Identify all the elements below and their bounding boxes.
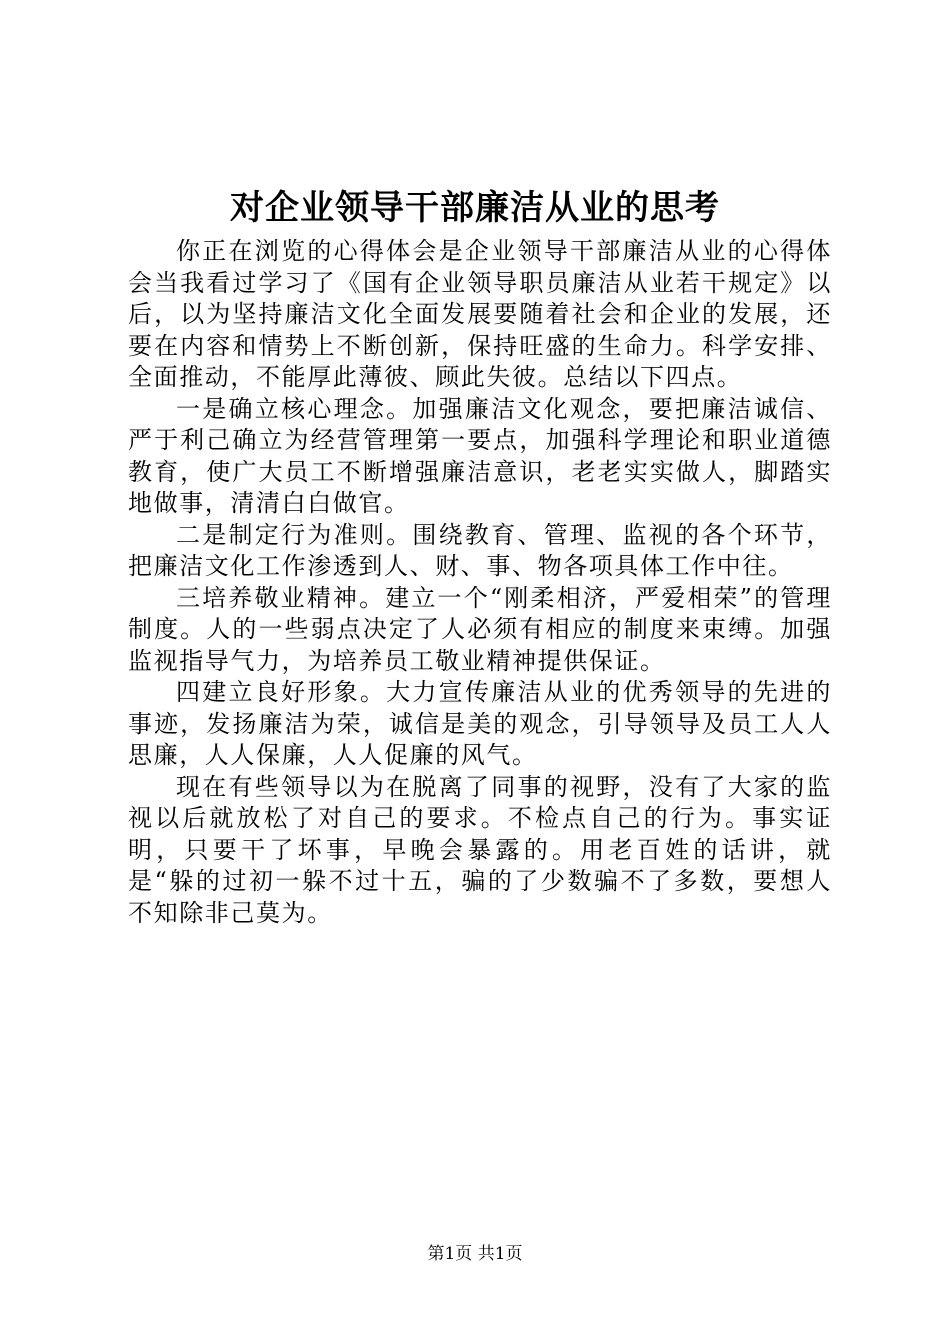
document-title: 对企业领导干部廉洁从业的思考 — [230, 188, 720, 228]
document-body — [128, 236, 832, 929]
page-number-footer: 第1页 共1页 — [427, 1244, 523, 1264]
paragraph-intro: 你正在浏览的心得体会是企业领导干部廉洁从业的心得体会当我看过学习了《国有企业领导职员廉洁从业若干规定》以后，以为坚持廉洁文化全面发展要随着社会和企业的发展，还要在内容和情势上不断创新，保持旺盛的生命力。科学安排、全面推动，不能厚此薄彼、顾此失彼。总结以下四点。 — [128, 237, 832, 391]
paragraph-point-four: 四建立良好形象。大力宣传廉洁从业的优秀领导的先进的事迹，发扬廉洁为荣，诚信是美的观念，引导领导及员工人人思廉，人人保廉，人人促廉的风气。 — [128, 678, 832, 769]
paragraph-conclusion: 现在有些领导以为在脱离了同事的视野，没有了大家的监视以后就放松了对自己的要求。不检点自己的行为。事实证明，只要干了坏事，早晚会暴露的。用老百姓的话讲，就是“躲的过初一躲不过十五，骗的了少数骗不了多数，要想人不知除非己莫为。 — [128, 772, 832, 927]
paragraph-point-two: 二是制定行为准则。围绕教育、管理、监视的各个环节，把廉洁文化工作渗透到人、财、事、物各项具体工作中往。 — [128, 520, 832, 580]
paragraph-point-three: 三培养敬业精神。建立一个“刚柔相济，严爱相荣”的管理制度。人的一些弱点决定了人必须有相应的制度来束缚。加强监视指导气力，为培养员工敬业精神提供保证。 — [128, 583, 832, 675]
paragraph-point-one: 一是确立核心理念。加强廉洁文化观念，要把廉洁诚信、严于利己确立为经营管理第一要点，加强科学理论和职业道德教育，使广大员工不断增强廉洁意识，老老实实做人，脚踏实地做事，清清白白做官。 — [128, 394, 832, 517]
